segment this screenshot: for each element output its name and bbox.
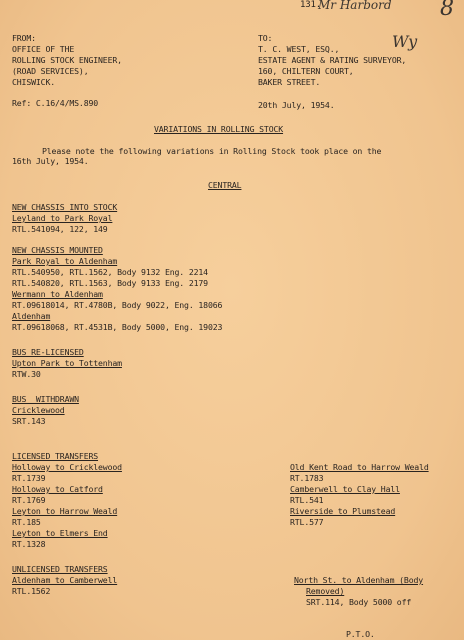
section-heading: UNLICENSED TRANSFERS — [12, 564, 108, 574]
vehicle-detail: RT.09618014, RT.4780B, Body 9022, Eng. 18066 — [12, 300, 223, 310]
handwritten-mark: 8 — [440, 0, 454, 21]
route-line: Holloway to Cricklewood — [12, 462, 122, 472]
vehicle-detail: RT.1769 — [12, 495, 46, 505]
route-line: North St. to Aldenham (Body — [294, 575, 424, 585]
document-title: VARIATIONS IN ROLLING STOCK — [154, 124, 284, 134]
route-line: Riverside to Plumstead — [290, 506, 396, 516]
vehicle-detail: SRT.143 — [12, 416, 46, 426]
route-line: Aldenham to Camberwell — [12, 575, 118, 585]
vehicle-detail: RTL.577 — [290, 517, 324, 527]
vehicle-detail: SRT.114, Body 5000 off — [306, 597, 412, 607]
vehicle-detail: RTL.1562 — [12, 586, 51, 596]
route-line: Park Royal to Aldenham — [12, 256, 118, 266]
intro-text: Please note the following variations in Rolling Stock took place on the — [42, 146, 382, 156]
handwritten-initials: Wy — [392, 32, 418, 51]
vehicle-detail: RT.1783 — [290, 473, 324, 483]
page-turn-note: P.T.O. — [346, 629, 375, 639]
handwritten-note: Mr Harbord — [318, 0, 392, 12]
document-date: 20th July, 1954. — [258, 100, 335, 110]
route-line: Leyton to Harrow Weald — [12, 506, 118, 516]
to-line: ESTATE AGENT & RATING SURVEYOR, — [258, 55, 407, 65]
district-heading: CENTRAL — [208, 180, 242, 190]
section-heading: BUS RE-LICENSED — [12, 347, 84, 357]
route-line: Camberwell to Clay Hall — [290, 484, 400, 494]
reference-number: Ref: C.16/4/MS.890 — [12, 98, 99, 108]
vehicle-detail: RTL.540820, RTL.1563, Body 9133 Eng. 2179 — [12, 278, 208, 288]
vehicle-detail: RTL.541 — [290, 495, 324, 505]
from-line: (ROAD SERVICES), — [12, 66, 89, 76]
route-line: Holloway to Catford — [12, 484, 103, 494]
section-heading: LICENSED TRANSFERS — [12, 451, 99, 461]
section-heading: NEW CHASSIS INTO STOCK — [12, 202, 118, 212]
vehicle-detail: RT.09618068, RT.4531B, Body 5000, Eng. 19023 — [12, 322, 223, 332]
route-line: Leyton to Elmers End — [12, 528, 108, 538]
route-line: Cricklewood — [12, 405, 65, 415]
route-line: Old Kent Road to Harrow Weald — [290, 462, 429, 472]
vehicle-detail: RTL.540950, RTL.1562, Body 9132 Eng. 2214 — [12, 267, 208, 277]
route-line: Leyland to Park Royal — [12, 213, 113, 223]
vehicle-detail: RT.1739 — [12, 473, 46, 483]
from-line: CHISWICK. — [12, 77, 56, 87]
vehicle-detail: RTW.30 — [12, 369, 41, 379]
section-heading: BUS WITHDRAWN — [12, 394, 79, 404]
from-label: FROM: — [12, 33, 36, 43]
vehicle-detail: RTL.541094, 122, 149 — [12, 224, 108, 234]
to-line: T. C. WEST, ESQ., — [258, 44, 340, 54]
route-line: Wermann to Aldenham — [12, 289, 103, 299]
vehicle-detail: RT.1328 — [12, 539, 46, 549]
intro-text-continued: 16th July, 1954. — [12, 156, 89, 166]
route-line: Removed) — [306, 586, 345, 596]
top-number: 131. — [300, 0, 322, 10]
route-line: Aldenham — [12, 311, 51, 321]
to-line: 160, CHILTERN COURT, — [258, 66, 354, 76]
section-heading: NEW CHASSIS MOUNTED — [12, 245, 103, 255]
to-label: TO: — [258, 33, 273, 43]
to-line: BAKER STREET. — [258, 77, 321, 87]
vehicle-detail: RT.185 — [12, 517, 41, 527]
route-line: Upton Park to Tottenham — [12, 358, 122, 368]
from-line: ROLLING STOCK ENGINEER, — [12, 55, 122, 65]
from-line: OFFICE OF THE — [12, 44, 75, 54]
